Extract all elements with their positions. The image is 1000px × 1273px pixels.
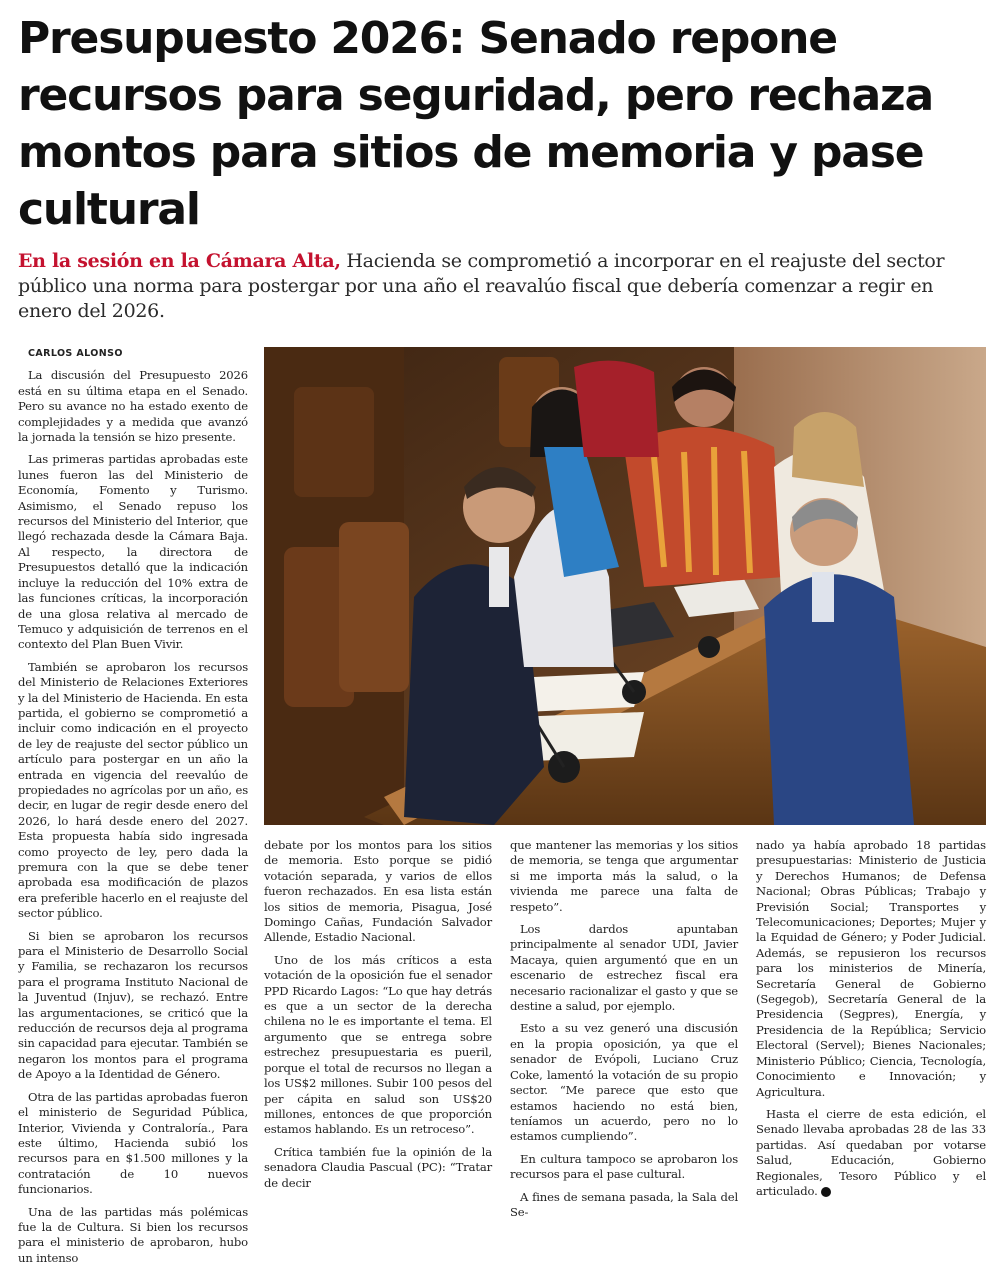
article-column-3 [510, 838, 738, 1227]
paragraph: Otra de las partidas aprobadas fueron el ministerio de Seguridad Pública, Interior, Vivienda y Contraloría., Para este último, Hacienda subió los recursos para en $1.500 millones y la contratación de 10 nuevos funcionarios. [18, 1089, 248, 1197]
paragraph [756, 1107, 986, 1199]
paragraph: Las primeras partidas aprobadas este lunes fueron las del Ministerio de Economía, Fomento y Turismo. Asimismo, el Senado repuso los recursos del Ministerio del Interior, que llegó rechazada desde la Cámara Baja. Al respecto, la directora de Presupuestos detalló que la indicación incluye la reducción del 10% extra de las funciones críticas, la incorporación de una glosa relativa al mercado de Temuco y adquisición de terrenos en el contexto del Plan Buen Vivir. [18, 452, 248, 652]
subhead-text: Hacienda se comprometió a incorporar en el reajuste del sector público una norma para postergar por una año el reavalúo fiscal que debería comenzar a regir en enero del 2026. [18, 250, 945, 322]
subhead [18, 249, 988, 324]
paragraph: En cultura tampoco se aprobaron los recursos para el pase cultural. [510, 1151, 738, 1182]
paragraph: que mantener las memorias y los sitios de memoria, se tenga que argumentar si me importa más la salud, o la vivienda me parece una falta de respeto”. [510, 838, 738, 914]
subhead-lead: En la sesión en la Cámara Alta, [18, 250, 341, 272]
headline: Presupuesto 2026: Senado repone recursos para seguridad, pero rechaza montos para sitios de memoria y pase cultural [18, 13, 933, 235]
byline: CARLOS ALONSO [28, 348, 123, 359]
article-column-2 [264, 838, 492, 1198]
paragraph: También se aprobaron los recursos del Ministerio de Relaciones Exteriores y la del Ministerio de Hacienda. En esta partida, el gobierno se comprometió a incluir como indicación en el proyecto de ley de reajuste del sector público un artículo para postergar en un año la entrada en vigencia del reevalúo de propiedades no agrícolas por un año, es decir, en lugar de regir desde enero del 2026, lo hará desde enero del 2027. Esta propuesta había sido ingresada como proyecto de ley, pero dada la premura con la que se debe tener aprobada esa modificación de plazos era preferible hacerlo en el reajuste del sector público. [18, 659, 248, 921]
paragraph: nado ya había aprobado 18 partidas presupuestarias: Ministerio de Justicia y Derechos Humanos; de Defensa Nacional; Obras Públicas; Trabajo y Previsión Social; Transportes y Telecomunicaciones; Deportes; Mujer y la Equidad de Género; y Poder Judicial. Además, se repusieron los recursos para los ministerios de Minería, Secretaría General de Gobierno (Segegob), Secretaría General de la Presidencia (Segpres), Energía, y Presidencia de la República; Servicio Electoral (Servel); Bienes Nacionales; Ministerio Público; Ciencia, Tecnología, Conocimiento e Innovación; y Agricultura. [756, 838, 986, 1099]
paragraph: A fines de semana pasada, la Sala del Se- [510, 1189, 738, 1219]
paragraph: Esto a su vez generó una discusión en la propia oposición, ya que el senador de Evópoli, Luciano Cruz Coke, lamentó la votación de su propio sector. “Me parece que esto que estamos haciendo no está bien, teníamos un acuerdo, pero no lo estamos cumpliendo”. [510, 1021, 738, 1144]
senate-session-photo [264, 347, 986, 825]
paragraph: Uno de los más críticos a esta votación de la oposición fue el senador PPD Ricardo Lagos: “Lo que hay detrás es que a un sector de la derecha chilena no le es importante el tema. El argumento que se entrega sobre estrechez presupuestaria es pueril, porque el total de recursos no llegan a los US$2 millones. Subir 100 pesos del per cápita en salud son US$20 millones, entonces de que proporción estamos hablando. Es un retroceso”. [264, 952, 492, 1137]
paragraph: Una de las partidas más polémicas fue la de Cultura. Si bien los recursos para el ministerio de aprobaron, hubo un intenso [18, 1204, 248, 1265]
paragraph: Si bien se aprobaron los recursos para el Ministerio de Desarrollo Social y Familia, se rechazaron los recursos para el programa Instituto Nacional de la Juventud (Injuv), se rechazó. Entre las argumentaciones, se criticó que la reducción de recursos deja al programa sin capacidad para ejecutar. También se negaron los montos para el programa de Apoyo a la Identidad de Género. [18, 928, 248, 1082]
paragraph: Crítica también fue la opinión de la senadora Claudia Pascual (PC): “Tratar de decir [264, 1144, 492, 1190]
paragraph: Los dardos apuntaban principalmente al senador UDI, Javier Macaya, quien argumentó que en un escenario de estrechez fiscal era necesario racionalizar el gasto y que se destine a salud, por ejemplo. [510, 922, 738, 1014]
article-column-1 [18, 346, 248, 1273]
photo-illustration [264, 347, 986, 825]
paragraph: debate por los montos para los sitios de memoria. Esto porque se pidió votación separada, y varios de ellos fueron rechazados. En esa lista están los sitios de memoria, Pisagua, José Domingo Cañas, Fundación Salvador Allende, Estadio Nacional. [264, 838, 492, 945]
article-column-4 [756, 838, 986, 1206]
paragraph-text: Hasta el cierre de esta edición, el Senado llevaba aprobadas 28 de las 33 partidas. Así quedaban por votarse Salud, Educación, Gobierno Regionales, Tesoro Público y el articulado. [756, 1106, 986, 1198]
paragraph: La discusión del Presupuesto 2026 está en su última etapa en el Senado. Pero su avance no ha estado exento de complejidades y a medida que avanzó la jornada la tensión se hizo presente. [18, 368, 248, 445]
end-mark-icon: P [821, 1187, 831, 1197]
